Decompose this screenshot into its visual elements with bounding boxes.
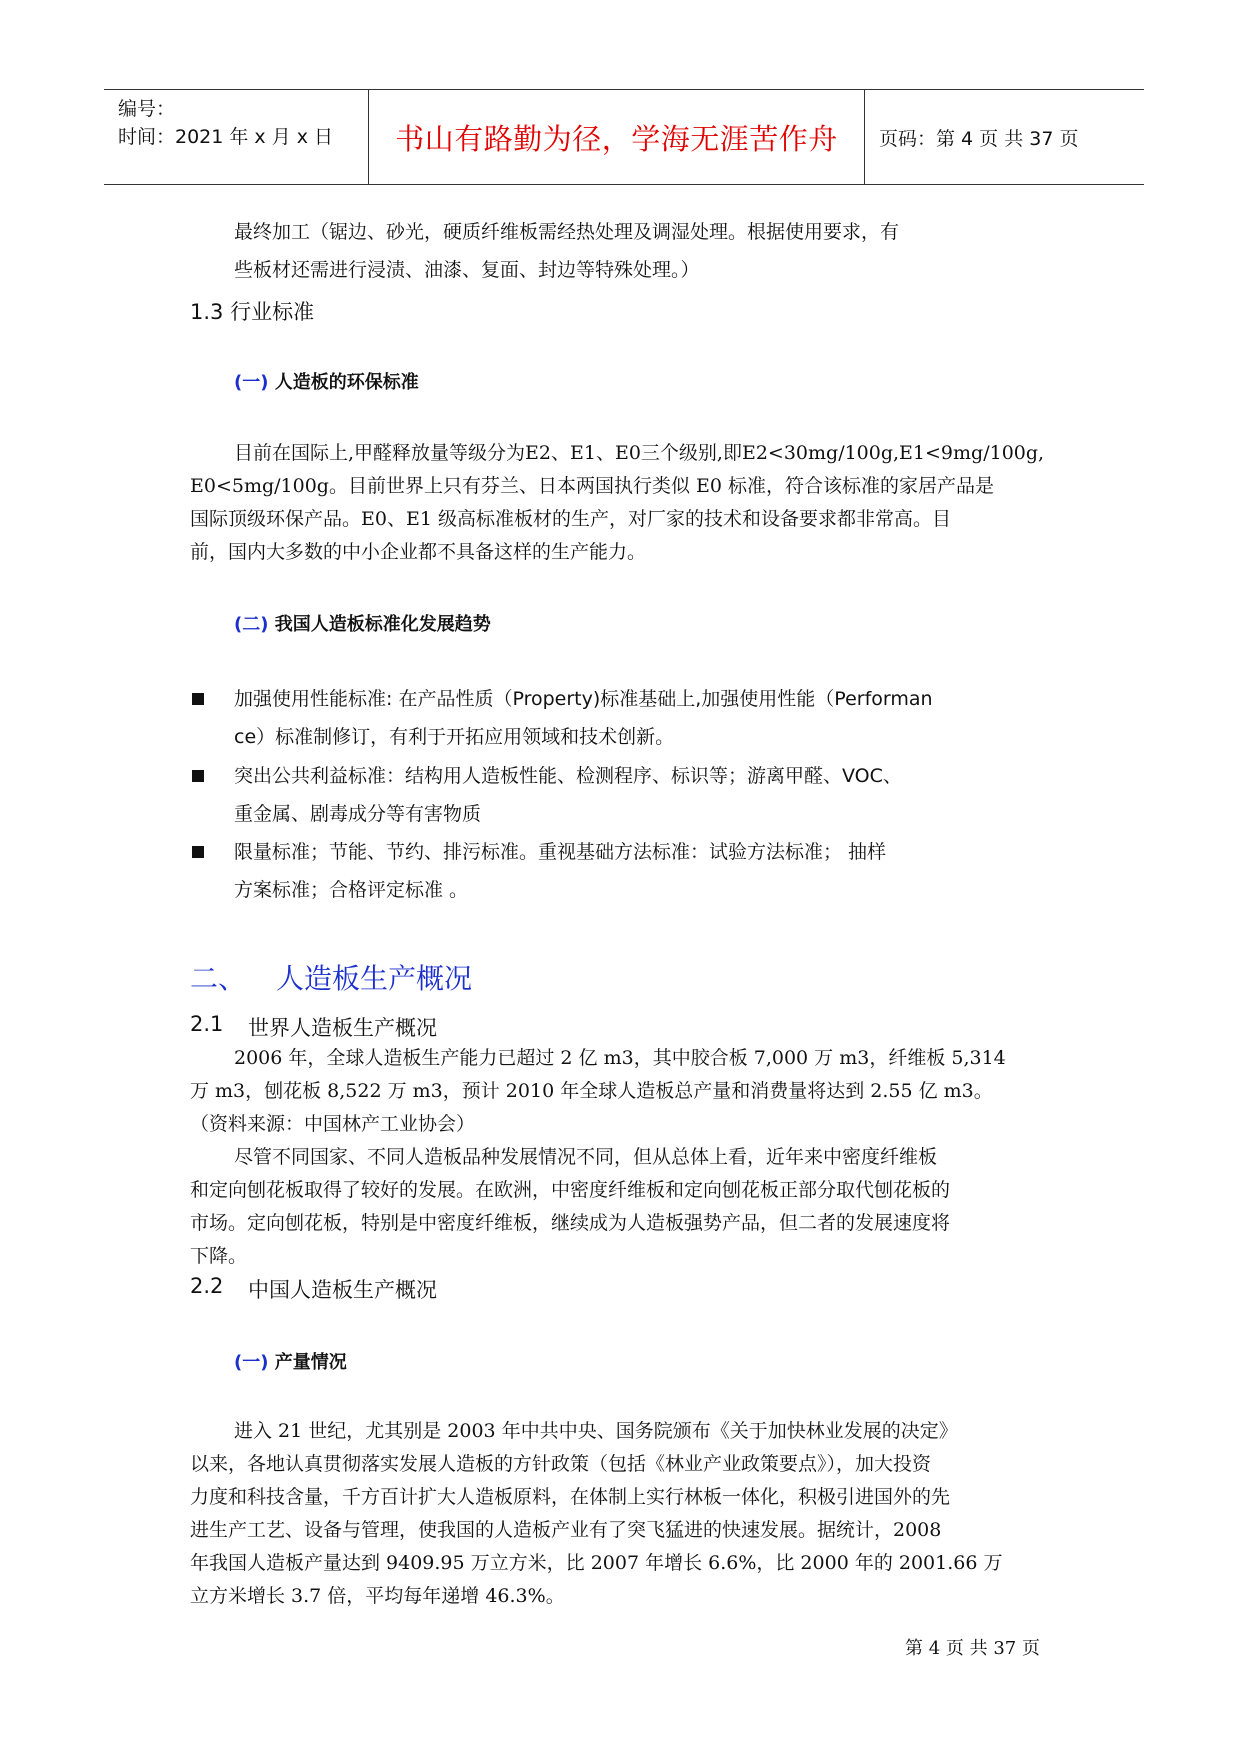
china-para-line-4: 进生产工艺、设备与管理，使我国的人造板产业有了突飞猛进的快速发展。据统计，2008 [190,1519,942,1541]
world-para-line-6: 市场。定向刨花板，特别是中密度纤维板，继续成为人造板强势产品，但二者的发展速度将 [190,1212,951,1234]
env-para-line-4: 前，国内大多数的中小企业都不具备这样的生产能力。 [190,541,647,563]
section-2-2-heading: 中国人造板生产概况 [248,1278,437,1302]
header-page-info: 页码：第 4 页 共 37 页 [879,127,1079,150]
section-2-1-number: 2.1 [190,1012,224,1036]
header-motto: 书山有路勤为径，学海无涯苦作舟 [395,121,838,156]
subheading-text: 我国人造板标准化发展趋势 [274,614,491,635]
intro-line-2: 些板材还需进行浸渍、油漆、复面、封边等特殊处理。） [234,259,700,281]
header-info-cell [104,90,369,184]
env-para-line-2: E0<5mg/100g。目前世界上只有芬兰、日本两国执行类似 E0 标准，符合该标准的家居产品是 [190,475,995,497]
subheading-text: 产量情况 [274,1352,347,1373]
page-footer: 第 4 页 共 37 页 [905,1638,1040,1659]
bullet-2-line-2: 重金属、剧毒成分等有害物质 [234,803,482,825]
subheading-number: (一) [234,372,269,393]
subheading-text: 人造板的环保标准 [274,372,419,393]
header-page-cell [865,90,1144,184]
document-time-label: 时间：2021 年 x 月 x 日 [118,126,334,148]
bullet-square-icon [192,770,204,782]
subheading-standardization-trend [234,610,491,636]
subheading-output [234,1348,347,1374]
world-para-line-7: 下降。 [190,1245,248,1267]
section-2-1-heading: 世界人造板生产概况 [248,1016,437,1040]
section-2-2-number: 2.2 [190,1274,224,1298]
world-para-line-3: （资料来源：中国林产工业协会） [190,1113,476,1135]
bullet-3-line-2: 方案标准；合格评定标准 。 [234,879,469,901]
bullet-square-icon [192,693,204,705]
intro-line-1: 最终加工（锯边、砂光，硬质纤维板需经热处理及调湿处理。根据使用要求，有 [234,221,900,243]
header-motto-cell [369,90,865,184]
world-para-line-1: 2006 年，全球人造板生产能力已超过 2 亿 m3，其中胶合板 7,000 万 m3，纤维板 5,314 [234,1047,1006,1069]
bullet-2-line-1: 突出公共利益标准：结构用人造板性能、检测程序、标识等；游离甲醛、VOC、 [234,765,902,787]
china-para-line-3: 力度和科技含量，千方百计扩大人造板原料，在体制上实行林板一体化，积极引进国外的先 [190,1486,951,1508]
world-para-line-5: 和定向刨花板取得了较好的发展。在欧洲，中密度纤维板和定向刨花板正部分取代刨花板的 [190,1179,951,1201]
bullet-3-line-1: 限量标准；节能、节约、排污标准。重视基础方法标准：试验方法标准； 抽样 [234,841,887,863]
chapter-2-number: 二、 [190,962,247,995]
world-para-line-2: 万 m3，刨花板 8,522 万 m3，预计 2010 年全球人造板总产量和消费量将达到 2.55 亿 m3。 [190,1080,993,1102]
subheading-number: (二) [234,614,269,635]
bullet-1-line-2: ce）标准制修订，有利于开拓应用领域和技术创新。 [234,726,675,748]
section-1-3-heading: 1.3 行业标准 [190,300,315,324]
bullet-square-icon [192,846,204,858]
subheading-env-standard [234,368,419,394]
env-para-line-1: 目前在国际上,甲醛释放量等级分为E2、E1、E0三个级别,即E2<30mg/100g,E1<9mg/100g, [234,442,1045,464]
env-para-line-3: 国际顶级环保产品。E0、E1 级高标准板材的生产，对厂家的技术和设备要求都非常高。目 [190,508,951,530]
china-para-line-6: 立方米增长 3.7 倍，平均每年递增 46.3%。 [190,1585,565,1607]
document-number-label: 编号： [118,98,176,120]
subheading-number: (一) [234,1352,269,1373]
china-para-line-5: 年我国人造板产量达到 9409.95 万立方米，比 2007 年增长 6.6%，比 2000 年的 2001.66 万 [190,1552,1003,1574]
world-para-line-4: 尽管不同国家、不同人造板品种发展情况不同，但从总体上看，近年来中密度纤维板 [234,1146,938,1168]
bullet-1-line-1: 加强使用性能标准: 在产品性质（Property)标准基础上,加强使用性能（Performan [234,688,933,710]
china-para-line-2: 以来，各地认真贯彻落实发展人造板的方针政策（包括《林业产业政策要点》），加大投资 [190,1453,932,1475]
page-header [104,89,1144,185]
china-para-line-1: 进入 21 世纪，尤其别是 2003 年中共中央、国务院颁布《关于加快林业发展的决定》 [234,1420,958,1442]
chapter-2-title: 人造板生产概况 [276,962,473,995]
